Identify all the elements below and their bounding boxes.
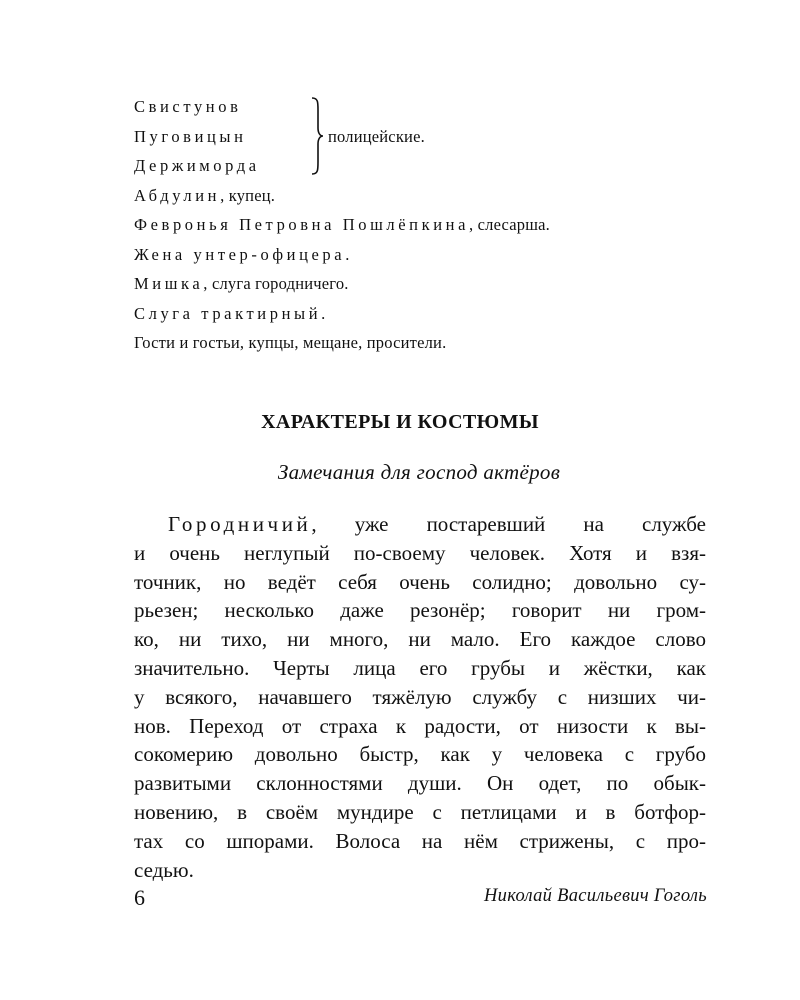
paragraph-line: седью.	[134, 857, 194, 882]
running-title: Николай Васильевич Гоголь	[483, 886, 707, 906]
paragraph-line: рьезен; несколько даже резонёр; говорит ни гром-	[134, 598, 706, 623]
paragraph-line: и очень неглупый по-своему человек. Хотя и взя-	[134, 540, 706, 565]
cast-entry-wife	[134, 240, 734, 270]
paragraph-line	[134, 510, 706, 539]
cast-name: Мишка	[134, 274, 204, 293]
paragraph-line: нов. Переход от страха к радости, от низости к вы-	[134, 713, 706, 738]
cast-entry-servant	[134, 299, 734, 329]
cast-name-svistunov: Свистунов	[134, 97, 242, 116]
paragraph-line: новению, в своём мундире с петлицами и в ботфор-	[134, 799, 706, 824]
section-title: ХАРАКТЕРЫ И КОСТЮМЫ	[261, 411, 539, 433]
cast-name: Слуга трактирный.	[134, 303, 329, 323]
character-name-gorodnichiy: Городничий	[168, 512, 312, 536]
cast-desc: , слуга городничего.	[203, 274, 349, 293]
cast-entry-mishka	[134, 269, 734, 299]
cast-desc: , слесарша.	[469, 215, 550, 234]
paragraph-line: ко, ни тихо, ни много, ни мало. Его каждое слово	[134, 627, 706, 652]
cast-name-derzhimorda: Держиморда	[134, 156, 260, 175]
curly-brace-icon	[310, 96, 324, 176]
police-group-note: полицейские.	[328, 126, 425, 146]
paragraph-line: значительно. Черты лица его грубы и жёстки, как	[134, 655, 706, 680]
police-group	[134, 92, 734, 181]
section-subtitle: Замечания для господ актёров	[277, 460, 561, 484]
paragraph-line: тах со шпорами. Волоса на нём стрижены, с про-	[134, 828, 706, 853]
paragraph-line: точник, но ведёт себя очень солидно; довольно су-	[134, 569, 706, 594]
paragraph-line: сокомерию довольно быстр, как у человека с грубо	[134, 742, 706, 767]
cast-entry-abdulin	[134, 181, 734, 211]
paragraph-line: развитыми склонностями души. Он одет, по обык-	[134, 771, 706, 796]
cast-entry-fevronya	[134, 210, 734, 240]
paragraph-line-text: , уже постаревший на службе	[311, 512, 706, 536]
body-paragraph	[134, 510, 706, 884]
cast-name-pugovitsyn: Пуговицын	[134, 126, 247, 146]
cast-name: Февронья Петровна Пошлёпкина	[134, 215, 469, 234]
cast-desc: , купец.	[220, 185, 276, 205]
page-number: 6	[134, 885, 145, 910]
paragraph-line: у всякого, начавшего тяжёлую службу с низших чи-	[134, 684, 706, 709]
cast-entry-guests: Гости и гостьи, купцы, мещане, просители.	[134, 333, 447, 352]
dramatis-personae-list	[134, 92, 734, 358]
cast-name: Абдулин	[134, 185, 221, 205]
cast-name: Жена унтер-офицера.	[134, 244, 353, 264]
